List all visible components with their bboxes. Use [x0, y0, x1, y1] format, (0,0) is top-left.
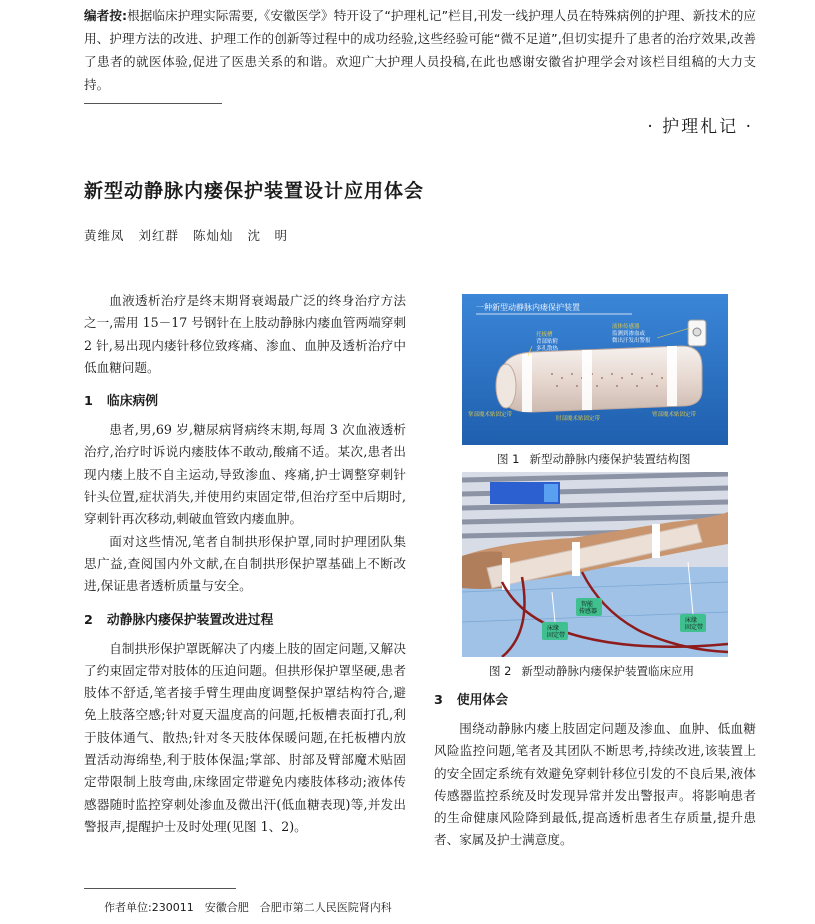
svg-text:智能: 智能 [581, 601, 594, 608]
section-heading: 2 动静脉内瘘保护装置改进过程 [84, 612, 274, 628]
figure-2-photo [462, 472, 728, 657]
author-affiliation: 作者单位:230011 安徽合肥 合肥市第二人民医院肾内科 [104, 901, 392, 914]
figure-2-caption: 图 2 新型动静脉内瘘保护装置临床应用 [489, 664, 694, 678]
left-column [84, 290, 406, 838]
section-heading: 1 临床病例 [84, 394, 159, 410]
svg-text:肘部魔术贴固定带: 肘部魔术贴固定带 [556, 416, 601, 422]
figure-1-caption: 图 1 新型动静脉内瘘保护装置结构图 [497, 452, 691, 466]
section-3-paragraph: 围绕动静脉内瘘上肢固定问题及渗血、血肿、低血糖风险监控问题,笔者及其团队不断思考,持续改进,该装置上的安全固定系统有效避免穿刺针移位引发的不良后果,液体传感器监控系统及时发现异常并发出警报声。将影响患者的生命健康风险降到最低,提高透析患者生存质量,提升患者、家属及护士满意度。 [434, 721, 756, 848]
author-list [84, 226, 302, 244]
section-1-paragraph: 面对这些情况,笔者自制拱形保护罩,同时护理团队集思广益,查阅国内外文献,在自制拱形保护罩基础上不断改进,保证患者透析质量与安全。 [84, 533, 406, 594]
header-divider [84, 103, 222, 104]
editor-note-lead: 编者按: [84, 8, 128, 23]
editor-note [84, 4, 756, 96]
svg-text:托板槽: 托板槽 [536, 332, 553, 338]
figure-1-banner: 一种新型动静脉内瘘保护装置 [476, 303, 580, 312]
svg-text:多孔散热: 多孔散热 [536, 346, 559, 352]
svg-text:掌部魔术贴固定带: 掌部魔术贴固定带 [468, 412, 513, 418]
svg-text:微出汗发出警报: 微出汗发出警报 [612, 338, 651, 344]
svg-text:固定带: 固定带 [685, 624, 704, 631]
right-column [434, 690, 756, 852]
section-heading: 3 使用体会 [434, 693, 509, 708]
svg-text:传感器: 传感器 [579, 608, 598, 615]
author: 沈 明 [247, 228, 289, 243]
figure-1-image [462, 294, 728, 445]
svg-text:液体传感器: 液体传感器 [612, 324, 640, 330]
author: 刘红群 [138, 228, 180, 243]
column-tag: · 护理札记 · [647, 117, 753, 137]
svg-text:固定带: 固定带 [547, 632, 566, 639]
svg-text:背部贴附: 背部贴附 [536, 339, 559, 345]
author: 陈灿灿 [193, 228, 234, 243]
section-2-paragraph: 自制拱形保护罩既解决了内瘘上肢的固定问题,又解决了约束固定带对肢体的压迫问题。但拱形保护罩坚硬,患者肢体不舒适,笔者接手臂生理曲度调整保护罩结构符合,避免上肢落空感;针对夏天温度高的问题,托板槽表面打孔,利于肢体通气、散热;针对冬天肢体保暖问题,在托板槽内放置活动海绵垫,利于肢体保温;掌部、肘部及臂部魔术贴固定带限制上肢弯曲,床缘固定带避免内瘘肢体移动;液体传感器随时监控穿刺处渗血及微出汗(低血糖表现)等,并发出警报声,提醒护士及时处理(见图 1、2)。 [84, 640, 406, 834]
author: 黄维凤 [84, 228, 125, 243]
article-title: 新型动静脉内瘘保护装置设计应用体会 [84, 180, 425, 202]
svg-text:监测到渗血或: 监测到渗血或 [612, 331, 646, 337]
section-1-paragraph: 患者,男,69 岁,糖尿病肾病终末期,每周 3 次血液透析治疗,治疗时诉说内瘘肢体不敢动,酸痛不适。某次,患者出现内瘘上肢不自主运动,导致渗血、疼痛,护士调整穿刺针针头位置,症状消失,并使用约束固定带,但治疗至中后期时,穿刺针再次移动,刺破血管致内瘘血肿。 [84, 422, 406, 527]
footnote-divider [84, 888, 236, 889]
editor-note-text: 根据临床护理实际需要,《安徽医学》特开设了“护理札记”栏目,刊发一线护理人员在特殊病例的护理、新技术的应用、护理方法的改进、护理工作的创新等过程中的成功经验,这些经验可能“微不足道”,但切实提升了患者的治疗效果,改善了患者的就医体验,促进了医患关系的和谐。欢迎广大护理人员投稿,在此也感谢安徽省护理学会对该栏目组稿的大力支持。 [84, 8, 756, 92]
intro-paragraph: 血液透析治疗是终末期肾衰竭最广泛的终身治疗方法之一,需用 15－17 号钢针在上肢动静脉内瘘血管两端穿刺 2 针,易出现内瘘针移位致疼痛、渗血、血肿及透析治疗中低血糖问题。 [84, 293, 406, 375]
svg-text:床缘: 床缘 [685, 617, 698, 624]
svg-text:臂部魔术贴固定带: 臂部魔术贴固定带 [652, 412, 697, 418]
svg-text:床缘: 床缘 [547, 625, 560, 632]
